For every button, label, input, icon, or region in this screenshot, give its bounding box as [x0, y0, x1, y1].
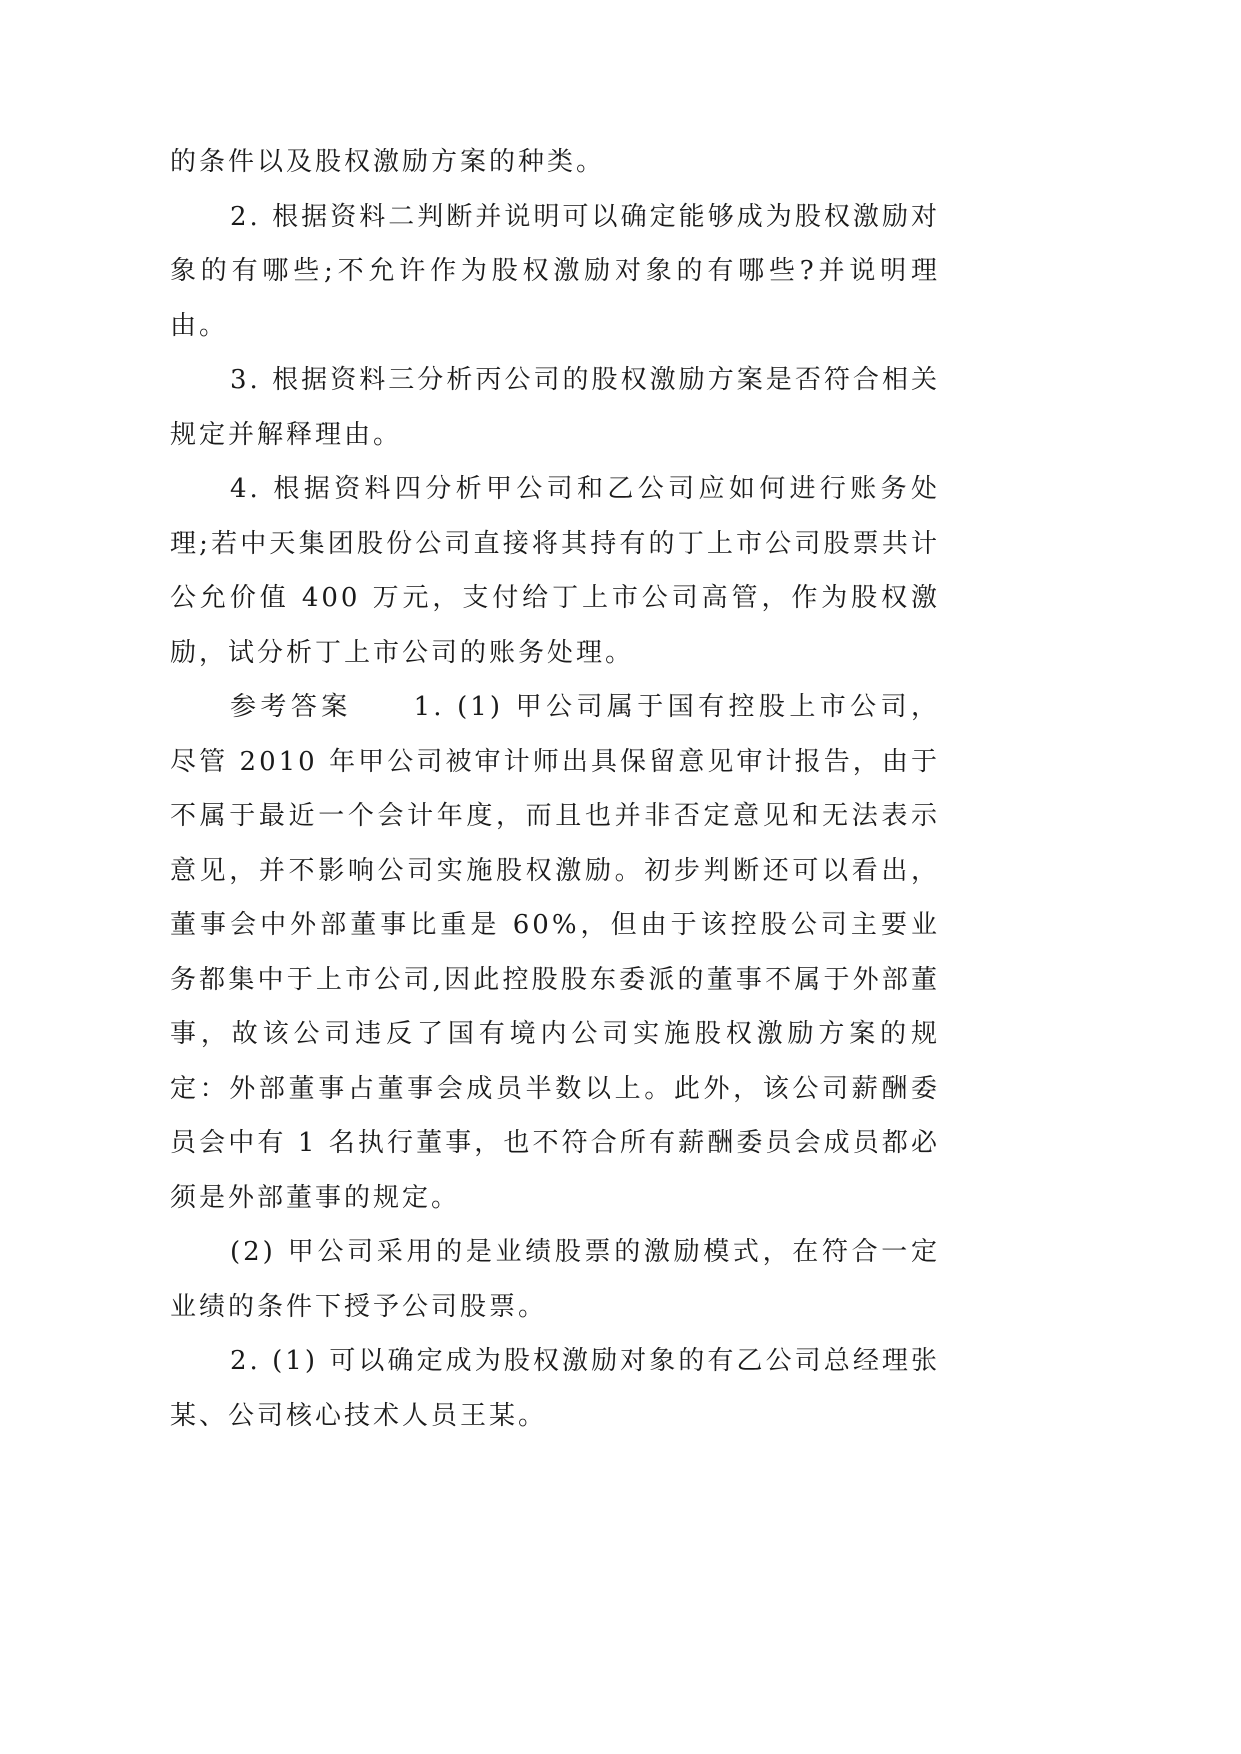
answer-1-paragraph	[170, 680, 940, 1225]
answer-1-text: 1. (1) 甲公司属于国有控股上市公司，尽管 2010 年甲公司被审计师出具保留意见审计报告，由于不属于最近一个会计年度，而且也并非否定意见和无法表示意见，并不影响公司实施股权激励。初步判断还可以看出，董事会中外部董事比重是 60%，但由于该控股公司主要业务都集中于上市公司,因此控股股东委派的董事不属于外部董事，故该公司违反了国有境内公司实施股权激励方案的规定：外部董事占董事会成员半数以上。此外，该公司薪酬委员会中有 1 名执行董事，也不符合所有薪酬委员会成员都必须是外部董事的规定。	[170, 692, 940, 1213]
document-page	[170, 135, 940, 1443]
answer-label: 参考答案	[230, 692, 352, 722]
answer-1-2-paragraph: (2) 甲公司采用的是业绩股票的激励模式，在符合一定业绩的条件下授予公司股票。	[170, 1237, 940, 1322]
question-3-paragraph: 3. 根据资料三分析丙公司的股权激励方案是否符合相关规定并解释理由。	[170, 365, 940, 450]
answer-2-1-paragraph: 2. (1) 可以确定成为股权激励对象的有乙公司总经理张某、公司核心技术人员王某。	[170, 1346, 940, 1431]
paragraph-continuation: 的条件以及股权激励方案的种类。	[170, 147, 606, 177]
question-4-paragraph: 4. 根据资料四分析甲公司和乙公司应如何进行账务处理;若中天集团股份公司直接将其持有的丁上市公司股票共计公允价值 400 万元，支付给丁上市公司高管，作为股权激励，试分析丁上市公司的账务处理。	[170, 474, 940, 668]
question-2-paragraph: 2. 根据资料二判断并说明可以确定能够成为股权激励对象的有哪些;不允许作为股权激励对象的有哪些?并说明理由。	[170, 201, 940, 341]
